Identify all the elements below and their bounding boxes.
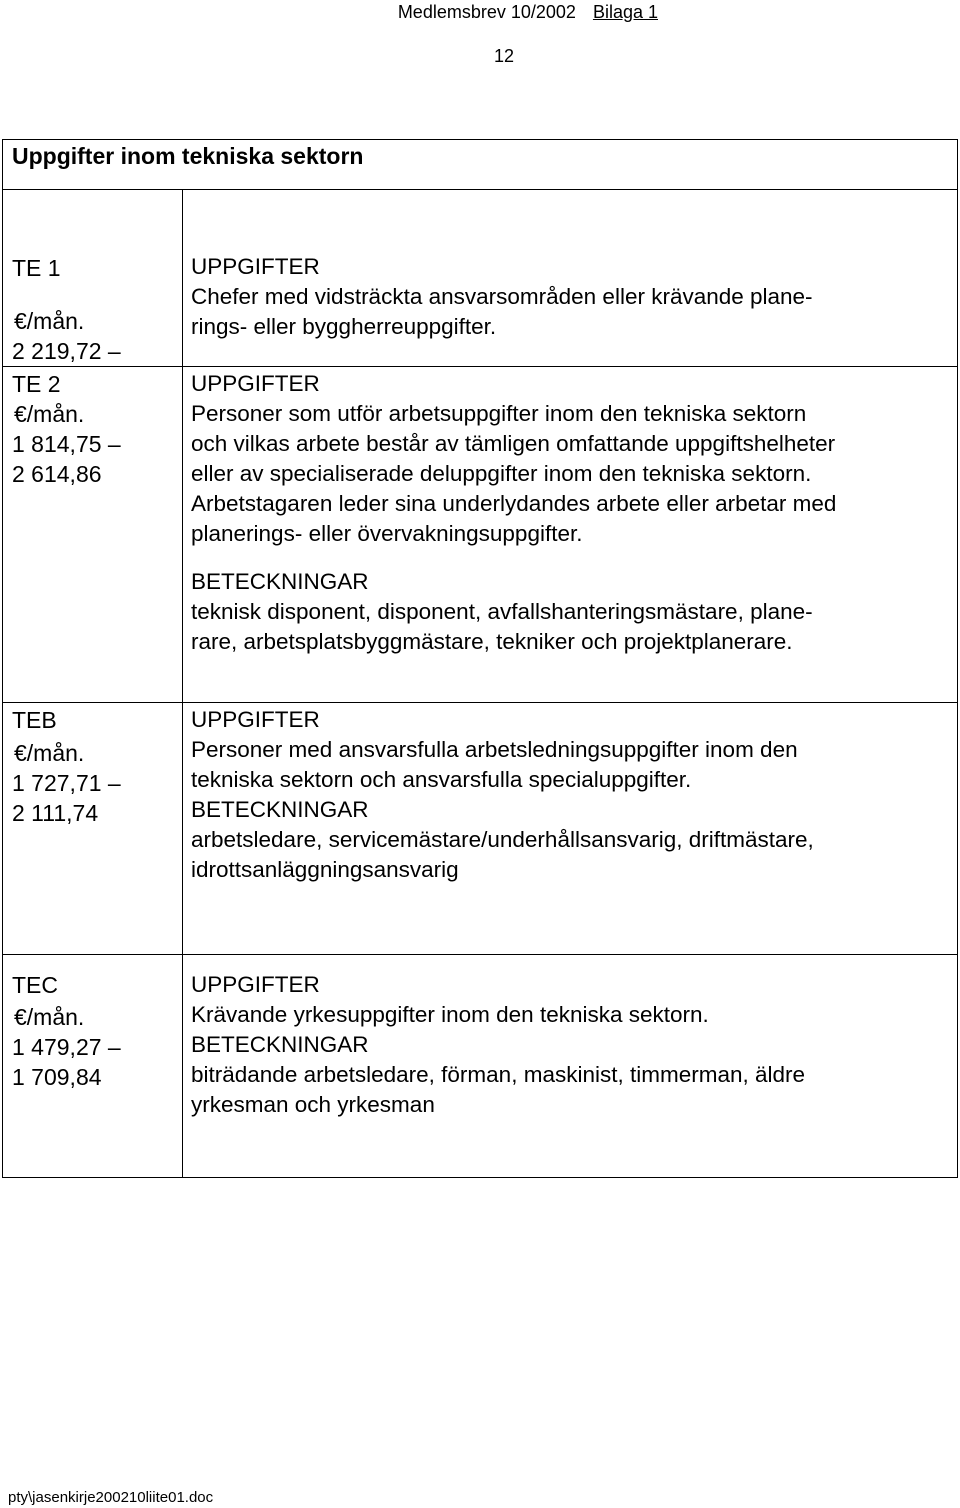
tasks-line: och vilkas arbete består av tämligen omfattande uppgiftshelheter xyxy=(191,431,836,456)
page-number: 12 xyxy=(493,46,515,66)
salary-range-line: 2 219,72 – xyxy=(12,338,121,364)
titles-label: BETECKNINGAR xyxy=(191,797,369,822)
tasks-line: Chefer med vidsträckta ansvarsområden eller krävande plane- xyxy=(191,284,813,309)
grade-code: TE 2 xyxy=(12,371,61,397)
tasks-label: UPPGIFTER xyxy=(191,972,320,997)
unit-label: €/mån. xyxy=(14,1004,85,1030)
salary-range-line: 1 709,84 xyxy=(12,1064,102,1090)
salary-range-line: 2 111,74 xyxy=(12,800,99,826)
tasks-line: Arbetstagaren leder sina underlydandes arbete eller arbetar med xyxy=(191,491,837,516)
tasks-line: Personer som utför arbetsuppgifter inom den tekniska sektorn xyxy=(191,401,807,426)
grade-cell xyxy=(3,955,183,1178)
titles-line: rare, arbetsplatsbyggmästare, tekniker och projektplanerare. xyxy=(191,629,793,654)
titles-line: arbetsledare, servicemästare/underhållsansvarig, driftmästare, xyxy=(191,827,814,852)
grade-cell xyxy=(3,367,183,703)
titles-label: BETECKNINGAR xyxy=(191,1032,369,1057)
description-cell xyxy=(183,190,958,367)
table-row xyxy=(3,703,958,955)
titles-line: teknisk disponent, disponent, avfallshanteringsmästare, plane- xyxy=(191,599,813,624)
unit-label: €/mån. xyxy=(14,740,85,766)
salary-table xyxy=(2,139,958,1178)
grade-code: TEC xyxy=(12,972,58,998)
description-cell xyxy=(183,367,958,703)
salary-range-line: 1 479,27 – xyxy=(12,1034,121,1060)
appendix-label: Bilaga 1 xyxy=(592,2,658,22)
footer-filename: pty\jasenkirje200210liite01.doc xyxy=(8,1489,214,1506)
grade-cell xyxy=(3,703,183,955)
description-cell xyxy=(183,703,958,955)
newsletter-title: Medlemsbrev 10/2002 xyxy=(397,2,576,22)
titles-line: idrottsanläggningsansvarig xyxy=(191,857,459,882)
titles-label: BETECKNINGAR xyxy=(191,569,369,594)
tasks-line: eller av specialiserade deluppgifter inom den tekniska sektorn. xyxy=(191,461,812,486)
unit-label: €/mån. xyxy=(14,308,85,334)
titles-line: yrkesman och yrkesman xyxy=(191,1092,435,1117)
grade-code: TE 1 xyxy=(12,255,61,281)
table-title-row xyxy=(3,140,958,190)
tasks-line: planerings- eller övervakningsuppgifter. xyxy=(191,521,583,546)
salary-range-line: 1 727,71 – xyxy=(12,770,121,796)
tasks-label: UPPGIFTER xyxy=(191,371,320,396)
table-row xyxy=(3,367,958,703)
description-cell xyxy=(183,955,958,1178)
table-title: Uppgifter inom tekniska sektorn xyxy=(3,140,958,190)
document-header xyxy=(398,0,658,24)
salary-range-line: 2 614,86 xyxy=(12,461,102,487)
tasks-label: UPPGIFTER xyxy=(191,254,320,279)
grade-cell xyxy=(3,190,183,367)
titles-line: biträdande arbetsledare, förman, maskinist, timmerman, äldre xyxy=(191,1062,806,1087)
tasks-line: Krävande yrkesuppgifter inom den tekniska sektorn. xyxy=(191,1002,709,1027)
grade-code: TEB xyxy=(12,707,57,733)
table-row xyxy=(3,190,958,367)
unit-label: €/mån. xyxy=(14,401,85,427)
table-row xyxy=(3,955,958,1178)
salary-range-line: 1 814,75 – xyxy=(12,431,121,457)
tasks-label: UPPGIFTER xyxy=(191,707,320,732)
tasks-line: tekniska sektorn och ansvarsfulla specialuppgifter. xyxy=(191,767,692,792)
tasks-line: rings- eller byggherreuppgifter. xyxy=(191,314,497,339)
tasks-line: Personer med ansvarsfulla arbetsledningsuppgifter inom den xyxy=(191,737,798,762)
